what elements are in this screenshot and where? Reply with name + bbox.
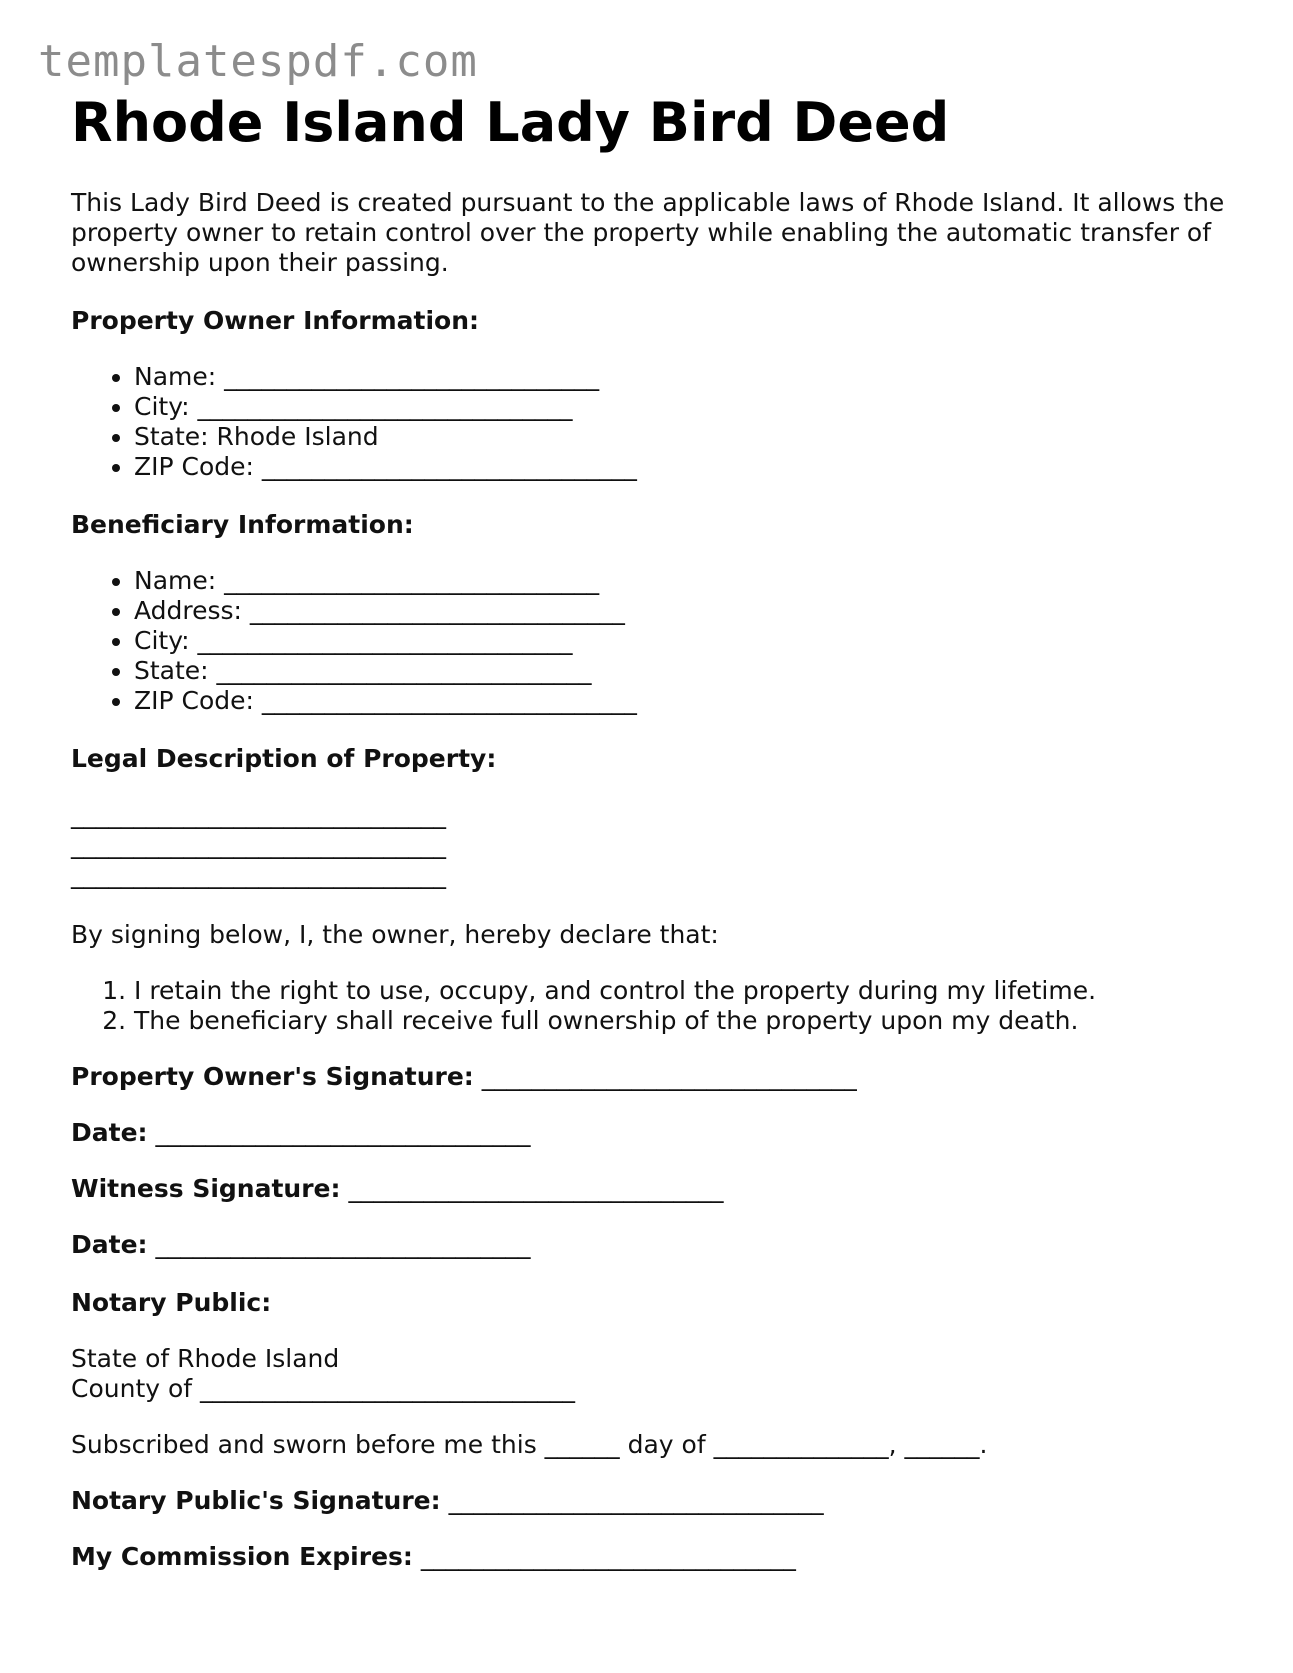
legal-line: ______________________________ [71, 860, 446, 889]
owner-state-field: • State: Rhode Island [134, 422, 1231, 452]
notary-county: County of ______________________________ [71, 1374, 576, 1403]
watermark: templatespdf.com [38, 36, 478, 87]
notary-signature-label: Notary Public's Signature: [71, 1486, 441, 1515]
legal-heading: Legal Description of Property: [71, 744, 497, 773]
declaration-list [71, 976, 1231, 1036]
witness-signature-blank: ______________________________ [348, 1174, 724, 1203]
beneficiary-list [71, 566, 1231, 716]
owner-name-field: • Name: ______________________________ [134, 362, 1231, 392]
beneficiary-heading: Beneficiary Information: [71, 510, 414, 539]
beneficiary-state-field: • State: ______________________________ [134, 656, 1231, 686]
date-blank: ______________________________ [155, 1118, 531, 1147]
document-page [71, 92, 1231, 1572]
legal-line: ______________________________ [71, 800, 446, 829]
legal-line: ______________________________ [71, 830, 446, 859]
commission-expires-label: My Commission Expires: [71, 1542, 413, 1571]
date-label: Date: [71, 1118, 148, 1147]
owner-city-field: • City: ______________________________ [134, 392, 1231, 422]
declaration-item: 2. The beneficiary shall receive full ownership of the property upon my death. [134, 1006, 1231, 1036]
commission-expires-blank: ______________________________ [420, 1542, 796, 1571]
witness-date-row [71, 1230, 1231, 1260]
beneficiary-zip-field: • ZIP Code: ______________________________ [134, 686, 1231, 716]
beneficiary-name-field: • Name: ______________________________ [134, 566, 1231, 596]
beneficiary-address-field: • Address: ______________________________ [134, 596, 1231, 626]
witness-signature-row [71, 1174, 1231, 1204]
owner-list [71, 362, 1231, 482]
beneficiary-city-field: • City: ______________________________ [134, 626, 1231, 656]
page-title: Rhode Island Lady Bird Deed [71, 91, 950, 154]
declaration-intro: By signing below, I, the owner, hereby declare that: [71, 920, 719, 949]
date-row [71, 1118, 1231, 1148]
legal-description-lines [71, 800, 1231, 890]
declaration-item: 1. I retain the right to use, occupy, and control the property during my lifetime. [134, 976, 1231, 1006]
intro-paragraph: This Lady Bird Deed is created pursuant to the applicable laws of Rhode Island. It allows the property owner to retain control over the property while enabling the automatic transfer of ownership upon their passing. [71, 188, 1225, 277]
owner-zip-field: • ZIP Code: ______________________________ [134, 452, 1231, 482]
owner-signature-row [71, 1062, 1231, 1092]
notary-heading: Notary Public: [71, 1288, 272, 1317]
witness-signature-label: Witness Signature: [71, 1174, 341, 1203]
notary-sworn-line: Subscribed and sworn before me this ______ day of ______________, ______. [71, 1430, 988, 1459]
notary-signature-blank: ______________________________ [448, 1486, 824, 1515]
commission-expires-row [71, 1542, 1231, 1572]
witness-date-label: Date: [71, 1230, 148, 1259]
owner-signature-label: Property Owner's Signature: [71, 1062, 474, 1091]
owner-heading: Property Owner Information: [71, 306, 479, 335]
witness-date-blank: ______________________________ [155, 1230, 531, 1259]
notary-venue [71, 1344, 1231, 1404]
notary-signature-row [71, 1486, 1231, 1516]
owner-signature-blank: ______________________________ [481, 1062, 857, 1091]
notary-state: State of Rhode Island [71, 1344, 340, 1373]
